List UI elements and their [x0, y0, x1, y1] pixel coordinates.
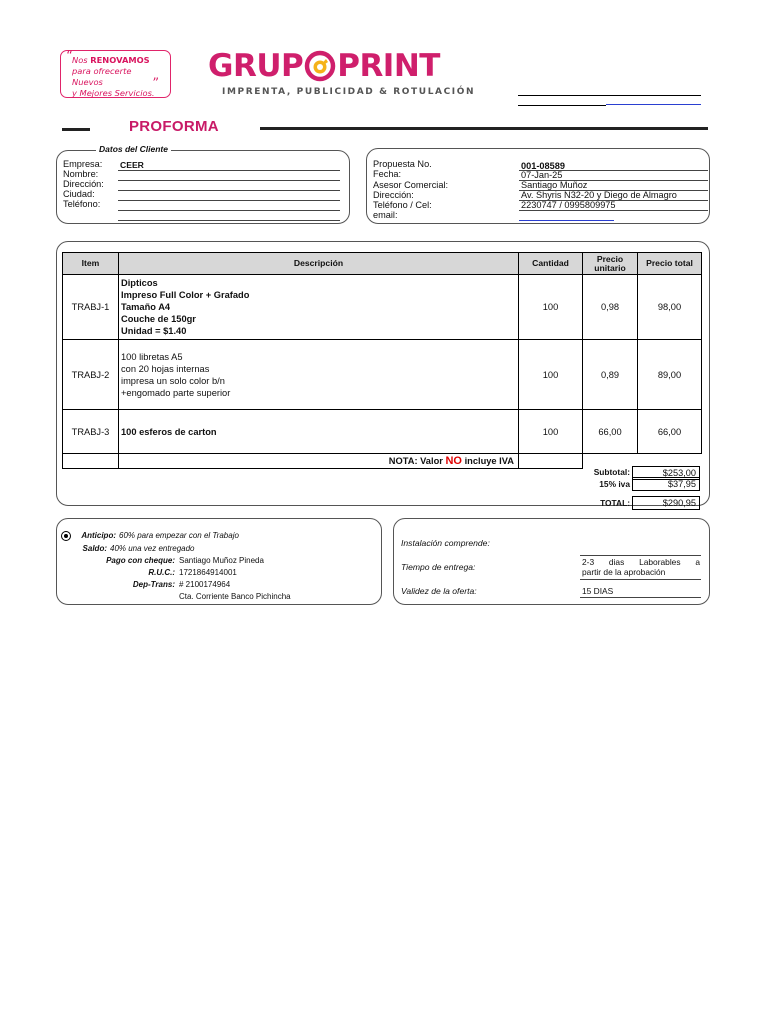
vat-note-prefix: NOTA: Valor: [388, 456, 443, 466]
items-table: [62, 252, 702, 469]
proposal-label-number: Propuesta No.: [373, 159, 432, 169]
cheque-label: Pago con cheque:: [106, 556, 175, 565]
client-empresa-value: CEER: [120, 160, 144, 170]
row-item: TRABJ-1: [63, 275, 119, 340]
dep-label: Dep-Trans:: [132, 580, 175, 589]
proposal-label-email: email:: [373, 210, 398, 220]
anticipo-value: 60% para empezar con el Trabajo: [119, 531, 239, 540]
client-underline: [118, 220, 340, 221]
desc-line: Unidad = $1.40: [121, 326, 187, 336]
anticipo-label: Anticipo:: [81, 531, 116, 540]
row-quantity: 100: [519, 340, 583, 410]
row-total: 89,00: [638, 340, 702, 410]
client-section-label: Datos del Cliente: [96, 144, 171, 154]
proposal-label-asesor: Asesor Comercial:: [373, 180, 449, 190]
proposal-fecha-value: 07-Jan-25: [521, 170, 563, 180]
saldo-label: Saldo:: [82, 544, 107, 553]
col-header-description: Descripción: [119, 253, 519, 275]
row-item: TRABJ-3: [63, 410, 119, 454]
subtotal-label: Subtotal:: [593, 467, 630, 477]
logo-o-icon: [304, 50, 336, 82]
desc-line: 100 libretas A5: [121, 351, 183, 362]
proposal-telefono-value: 2230747 / 0995809975: [521, 200, 616, 210]
ruc-value: 1721864914001: [179, 568, 237, 577]
cuenta-value: Cta. Corriente Banco Pichincha: [179, 592, 291, 601]
open-quote-icon: “: [66, 49, 73, 64]
col-header-item: Item: [63, 253, 119, 275]
row-unit-price: 66,00: [583, 410, 638, 454]
row-description: [119, 275, 519, 340]
desc-line: Impreso Full Color + Grafado: [121, 290, 250, 300]
header-line-2: [518, 105, 606, 106]
row-description: [119, 410, 519, 454]
logo-text-print: PRINT: [337, 48, 440, 84]
proposal-underline: [519, 170, 708, 171]
logo-text-grup: GRUP: [208, 48, 304, 84]
iva-value: $37,95: [632, 477, 700, 491]
proposal-email-link-line: [519, 220, 614, 221]
validity-label: Validez de la oferta:: [401, 586, 477, 596]
desc-line: impresa un solo color b/n: [121, 375, 225, 386]
table-row: [63, 275, 702, 340]
col-header-unit-price: Precio unitario: [583, 253, 638, 275]
subtotal-value: $253,00: [632, 466, 700, 480]
slogan-line2: para ofrecerte Nuevos: [72, 66, 132, 87]
table-header-row: [63, 253, 702, 275]
proposal-underline: [519, 190, 708, 191]
slogan-box: [60, 50, 171, 98]
dep-value: # 2100174964: [179, 580, 231, 589]
desc-line: con 20 hojas internas: [121, 363, 210, 374]
row-unit-price: 0,98: [583, 275, 638, 340]
table-row: [63, 410, 702, 454]
proposal-underline: [519, 180, 708, 181]
delivery-time-label: Tiempo de entrega:: [401, 562, 476, 572]
installation-label: Instalación comprende:: [401, 538, 490, 548]
delivery-time-line2: partir de la aprobación: [582, 567, 666, 577]
client-label-direccion: Dirección:: [63, 179, 104, 189]
proposal-label-direccion: Dirección:: [373, 190, 414, 200]
proposal-underline: [519, 200, 708, 201]
desc-line: Tamaño A4: [121, 302, 171, 312]
vat-note-suffix: incluye IVA: [464, 456, 514, 466]
client-underline: [118, 210, 340, 211]
client-label-ciudad: Ciudad:: [63, 189, 95, 199]
total-value: $290,95: [632, 496, 700, 510]
saldo-value: 40% una vez entregado: [110, 544, 195, 553]
proposal-direccion-value: Av. Shyris N32-20 y Diego de Almagro: [521, 190, 677, 200]
row-description: [119, 340, 519, 410]
title-rule-left: [62, 128, 90, 131]
grupoprint-logo: [208, 47, 476, 102]
vat-note: [119, 454, 519, 469]
row-unit-price: 0,89: [583, 340, 638, 410]
client-label-telefono: Teléfono:: [63, 199, 101, 209]
page-title: PROFORMA: [129, 118, 219, 135]
desc-line: Couche de 150gr: [121, 314, 196, 324]
row-item: TRABJ-2: [63, 340, 119, 410]
header-line-1: [518, 95, 701, 96]
desc-line: Dipticos: [121, 278, 158, 288]
installation-underline: [580, 579, 701, 580]
client-underline: [118, 200, 340, 201]
cheque-value: Santiago Muñoz Pineda: [179, 556, 264, 565]
row-total: 98,00: [638, 275, 702, 340]
note-empty-cell: [63, 454, 119, 469]
row-quantity: 100: [519, 410, 583, 454]
desc-line: 100 esferos de carton: [121, 426, 217, 437]
total-label: TOTAL:: [600, 498, 630, 508]
slogan-nos: Nos: [72, 55, 88, 65]
slogan-line3: y Mejores Servicios.: [72, 88, 155, 98]
col-header-quantity: Cantidad: [519, 253, 583, 275]
desc-line: +engomado parte superior: [121, 387, 231, 398]
client-label-empresa: Empresa:: [63, 159, 103, 169]
proposal-asesor-value: Santiago Muñoz: [521, 180, 588, 190]
delivery-time-line1: 2-3 dias Laborables a: [582, 557, 700, 567]
vat-note-no: NO: [445, 455, 462, 467]
slogan-renovamos: RENOVAMOS: [90, 55, 150, 65]
proposal-number-value: 001-08589: [521, 161, 565, 171]
title-rule-right: [260, 127, 708, 130]
row-quantity: 100: [519, 275, 583, 340]
proposal-underline: [519, 210, 708, 211]
installation-underline: [580, 597, 701, 598]
logo-tagline: IMPRENTA, PUBLICIDAD & ROTULACIÓN: [222, 87, 476, 97]
proposal-label-fecha: Fecha:: [373, 169, 402, 179]
close-quote-icon: ”: [152, 76, 159, 91]
validity-value: 15 DIAS: [582, 586, 614, 596]
header-link-line: [606, 104, 701, 105]
client-label-nombre: Nombre:: [63, 169, 99, 179]
table-row: [63, 340, 702, 410]
proposal-label-telefono: Teléfono / Cel:: [373, 200, 432, 210]
row-total: 66,00: [638, 410, 702, 454]
iva-label: 15% iva: [599, 479, 630, 489]
col-header-total-price: Precio total: [638, 253, 702, 275]
ruc-label: R.U.C.:: [148, 568, 175, 577]
client-underline: [118, 170, 340, 171]
client-underline: [118, 190, 340, 191]
client-underline: [118, 180, 340, 181]
installation-underline: [580, 555, 701, 556]
